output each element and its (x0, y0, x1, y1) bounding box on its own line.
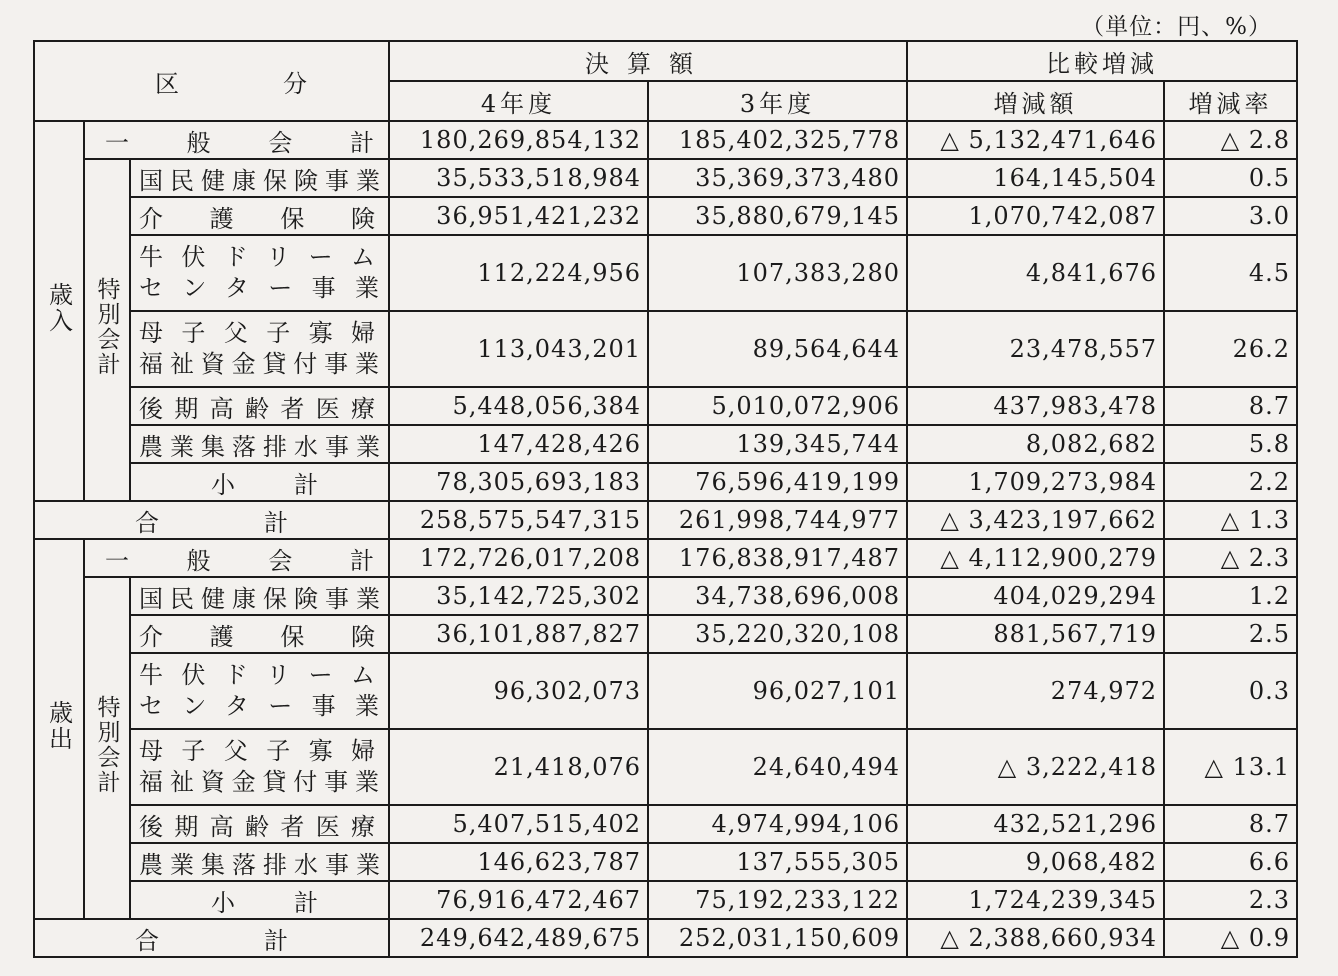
revenue-item-fy3: 89,564,644 (648, 311, 907, 387)
expenditure-item-rate: 1.2 (1164, 577, 1297, 615)
revenue-special-label: 特別会計 (84, 159, 130, 501)
revenue-general-row (34, 121, 1297, 159)
expenditure-item-name: 国民健康保険事業 (130, 577, 389, 615)
revenue-item-rate: 4.5 (1164, 235, 1297, 311)
revenue-item-diff: 1,070,742,087 (907, 197, 1164, 235)
expenditure-item-rate: 6.6 (1164, 843, 1297, 881)
revenue-item-name (130, 235, 389, 311)
revenue-item-fy3: 107,383,280 (648, 235, 907, 311)
revenue-item-fy3: 35,880,679,145 (648, 197, 907, 235)
revenue-item-fy4: 147,428,426 (389, 425, 648, 463)
revenue-item-row (34, 311, 1297, 387)
expenditure-subtotal-name: 小計 (130, 881, 389, 919)
expenditure-item-row (34, 577, 1297, 615)
expenditure-item-name: 後期高齢者医療 (130, 805, 389, 843)
expenditure-item-fy3: 34,738,696,008 (648, 577, 907, 615)
expenditure-item-diff: 881,567,719 (907, 615, 1164, 653)
revenue-item-rate: 5.8 (1164, 425, 1297, 463)
expenditure-general-name: 一般会計 (84, 539, 389, 577)
revenue-subtotal-fy3: 76,596,419,199 (648, 463, 907, 501)
expenditure-total-fy4: 249,642,489,675 (389, 919, 648, 957)
expenditure-subtotal-fy3: 75,192,233,122 (648, 881, 907, 919)
revenue-item-fy4: 112,224,956 (389, 235, 648, 311)
expenditure-item-name (130, 653, 389, 729)
header-fy4: 4年度 (389, 81, 648, 121)
revenue-item-name: 後期高齢者医療 (130, 387, 389, 425)
revenue-item-row (34, 425, 1297, 463)
expenditure-item-fy3: 96,027,101 (648, 653, 907, 729)
expenditure-item-diff: 9,068,482 (907, 843, 1164, 881)
revenue-item-name (130, 311, 389, 387)
revenue-subtotal-diff: 1,709,273,984 (907, 463, 1164, 501)
expenditure-item-fy4: 36,101,887,827 (389, 615, 648, 653)
expenditure-item-rate: 0.3 (1164, 653, 1297, 729)
expenditure-item-diff: 432,521,296 (907, 805, 1164, 843)
revenue-total-name: 合計 (34, 501, 389, 539)
revenue-item-diff: 4,841,676 (907, 235, 1164, 311)
expenditure-total-diff: △ 2,388,660,934 (907, 919, 1164, 957)
expenditure-general-fy4: 172,726,017,208 (389, 539, 648, 577)
revenue-item-name-line2: 福祉資金貸付事業 (139, 350, 383, 378)
expenditure-subtotal-diff: 1,724,239,345 (907, 881, 1164, 919)
revenue-subtotal-rate: 2.2 (1164, 463, 1297, 501)
revenue-item-name: 介護保険 (130, 197, 389, 235)
revenue-total-rate: △ 1.3 (1164, 501, 1297, 539)
revenue-subtotal-name: 小計 (130, 463, 389, 501)
expenditure-item-name-line1: 母子父子寡婦 (139, 737, 383, 765)
expenditure-item-row (34, 653, 1297, 729)
revenue-label: 歳入 (34, 121, 84, 501)
revenue-item-diff: 164,145,504 (907, 159, 1164, 197)
expenditure-item-fy4: 5,407,515,402 (389, 805, 648, 843)
revenue-item-fy3: 139,345,744 (648, 425, 907, 463)
header-zougen-ritsu: 増減率 (1164, 81, 1297, 121)
expenditure-label: 歳出 (34, 539, 84, 919)
expenditure-item-fy3: 24,640,494 (648, 729, 907, 805)
revenue-subtotal-fy4: 78,305,693,183 (389, 463, 648, 501)
revenue-item-fy3: 35,369,373,480 (648, 159, 907, 197)
expenditure-total-fy3: 252,031,150,609 (648, 919, 907, 957)
revenue-item-fy4: 35,533,518,984 (389, 159, 648, 197)
expenditure-item-rate: 8.7 (1164, 805, 1297, 843)
revenue-general-fy4: 180,269,854,132 (389, 121, 648, 159)
revenue-item-name: 農業集落排水事業 (130, 425, 389, 463)
expenditure-general-diff: △ 4,112,900,279 (907, 539, 1164, 577)
revenue-general-rate: △ 2.8 (1164, 121, 1297, 159)
expenditure-item-rate: 2.5 (1164, 615, 1297, 653)
revenue-general-fy3: 185,402,325,778 (648, 121, 907, 159)
revenue-general-diff: △ 5,132,471,646 (907, 121, 1164, 159)
expenditure-general-rate: △ 2.3 (1164, 539, 1297, 577)
revenue-item-diff: 8,082,682 (907, 425, 1164, 463)
expenditure-item-name: 農業集落排水事業 (130, 843, 389, 881)
revenue-item-fy4: 113,043,201 (389, 311, 648, 387)
revenue-item-rate: 3.0 (1164, 197, 1297, 235)
revenue-total-row (34, 501, 1297, 539)
revenue-item-diff: 437,983,478 (907, 387, 1164, 425)
expenditure-item-name: 介護保険 (130, 615, 389, 653)
revenue-item-fy4: 36,951,421,232 (389, 197, 648, 235)
unit-note: （単位：円、%） (1081, 14, 1272, 40)
header-fy3: 3年度 (648, 81, 907, 121)
revenue-item-rate: 0.5 (1164, 159, 1297, 197)
header-hikaku: 比較増減 (907, 41, 1297, 81)
expenditure-total-name: 合計 (34, 919, 389, 957)
expenditure-item-fy3: 4,974,994,106 (648, 805, 907, 843)
header-kubun: 区 分 (34, 41, 389, 121)
expenditure-item-name-line2: センター事業 (139, 692, 383, 720)
revenue-total-diff: △ 3,423,197,662 (907, 501, 1164, 539)
revenue-item-name-line2: センター事業 (139, 274, 383, 302)
expenditure-item-fy4: 21,418,076 (389, 729, 648, 805)
revenue-item-fy4: 5,448,056,384 (389, 387, 648, 425)
revenue-item-rate: 26.2 (1164, 311, 1297, 387)
revenue-item-diff: 23,478,557 (907, 311, 1164, 387)
revenue-item-fy3: 5,010,072,906 (648, 387, 907, 425)
expenditure-subtotal-fy4: 76,916,472,467 (389, 881, 648, 919)
expenditure-item-name-line2: 福祉資金貸付事業 (139, 768, 383, 796)
expenditure-item-fy3: 35,220,320,108 (648, 615, 907, 653)
revenue-total-fy4: 258,575,547,315 (389, 501, 648, 539)
expenditure-item-row (34, 843, 1297, 881)
revenue-total-fy3: 261,998,744,977 (648, 501, 907, 539)
revenue-item-row (34, 387, 1297, 425)
revenue-item-row (34, 235, 1297, 311)
revenue-item-rate: 8.7 (1164, 387, 1297, 425)
expenditure-item-row (34, 729, 1297, 805)
expenditure-total-row (34, 919, 1297, 957)
expenditure-total-rate: △ 0.9 (1164, 919, 1297, 957)
expenditure-item-fy4: 35,142,725,302 (389, 577, 648, 615)
header-zougen-gaku: 増減額 (907, 81, 1164, 121)
expenditure-subtotal-rate: 2.3 (1164, 881, 1297, 919)
expenditure-general-row (34, 539, 1297, 577)
expenditure-item-fy3: 137,555,305 (648, 843, 907, 881)
expenditure-item-name-line1: 牛伏ドリーム (139, 661, 383, 689)
expenditure-special-label: 特別会計 (84, 577, 130, 919)
expenditure-item-rate: △ 13.1 (1164, 729, 1297, 805)
header-kessan: 決算額 (389, 41, 907, 81)
revenue-item-row (34, 159, 1297, 197)
expenditure-item-fy4: 146,623,787 (389, 843, 648, 881)
revenue-item-name: 国民健康保険事業 (130, 159, 389, 197)
revenue-general-name: 一般会計 (84, 121, 389, 159)
expenditure-item-diff: 274,972 (907, 653, 1164, 729)
expenditure-subtotal-row (34, 881, 1297, 919)
expenditure-item-row (34, 615, 1297, 653)
settlement-table (33, 40, 1298, 958)
expenditure-item-fy4: 96,302,073 (389, 653, 648, 729)
expenditure-item-row (34, 805, 1297, 843)
expenditure-item-diff: 404,029,294 (907, 577, 1164, 615)
expenditure-item-name (130, 729, 389, 805)
revenue-item-name-line1: 牛伏ドリーム (139, 243, 383, 271)
revenue-item-name-line1: 母子父子寡婦 (139, 319, 383, 347)
expenditure-general-fy3: 176,838,917,487 (648, 539, 907, 577)
header-row-1 (34, 41, 1297, 81)
revenue-item-row (34, 197, 1297, 235)
expenditure-item-diff: △ 3,222,418 (907, 729, 1164, 805)
revenue-subtotal-row (34, 463, 1297, 501)
